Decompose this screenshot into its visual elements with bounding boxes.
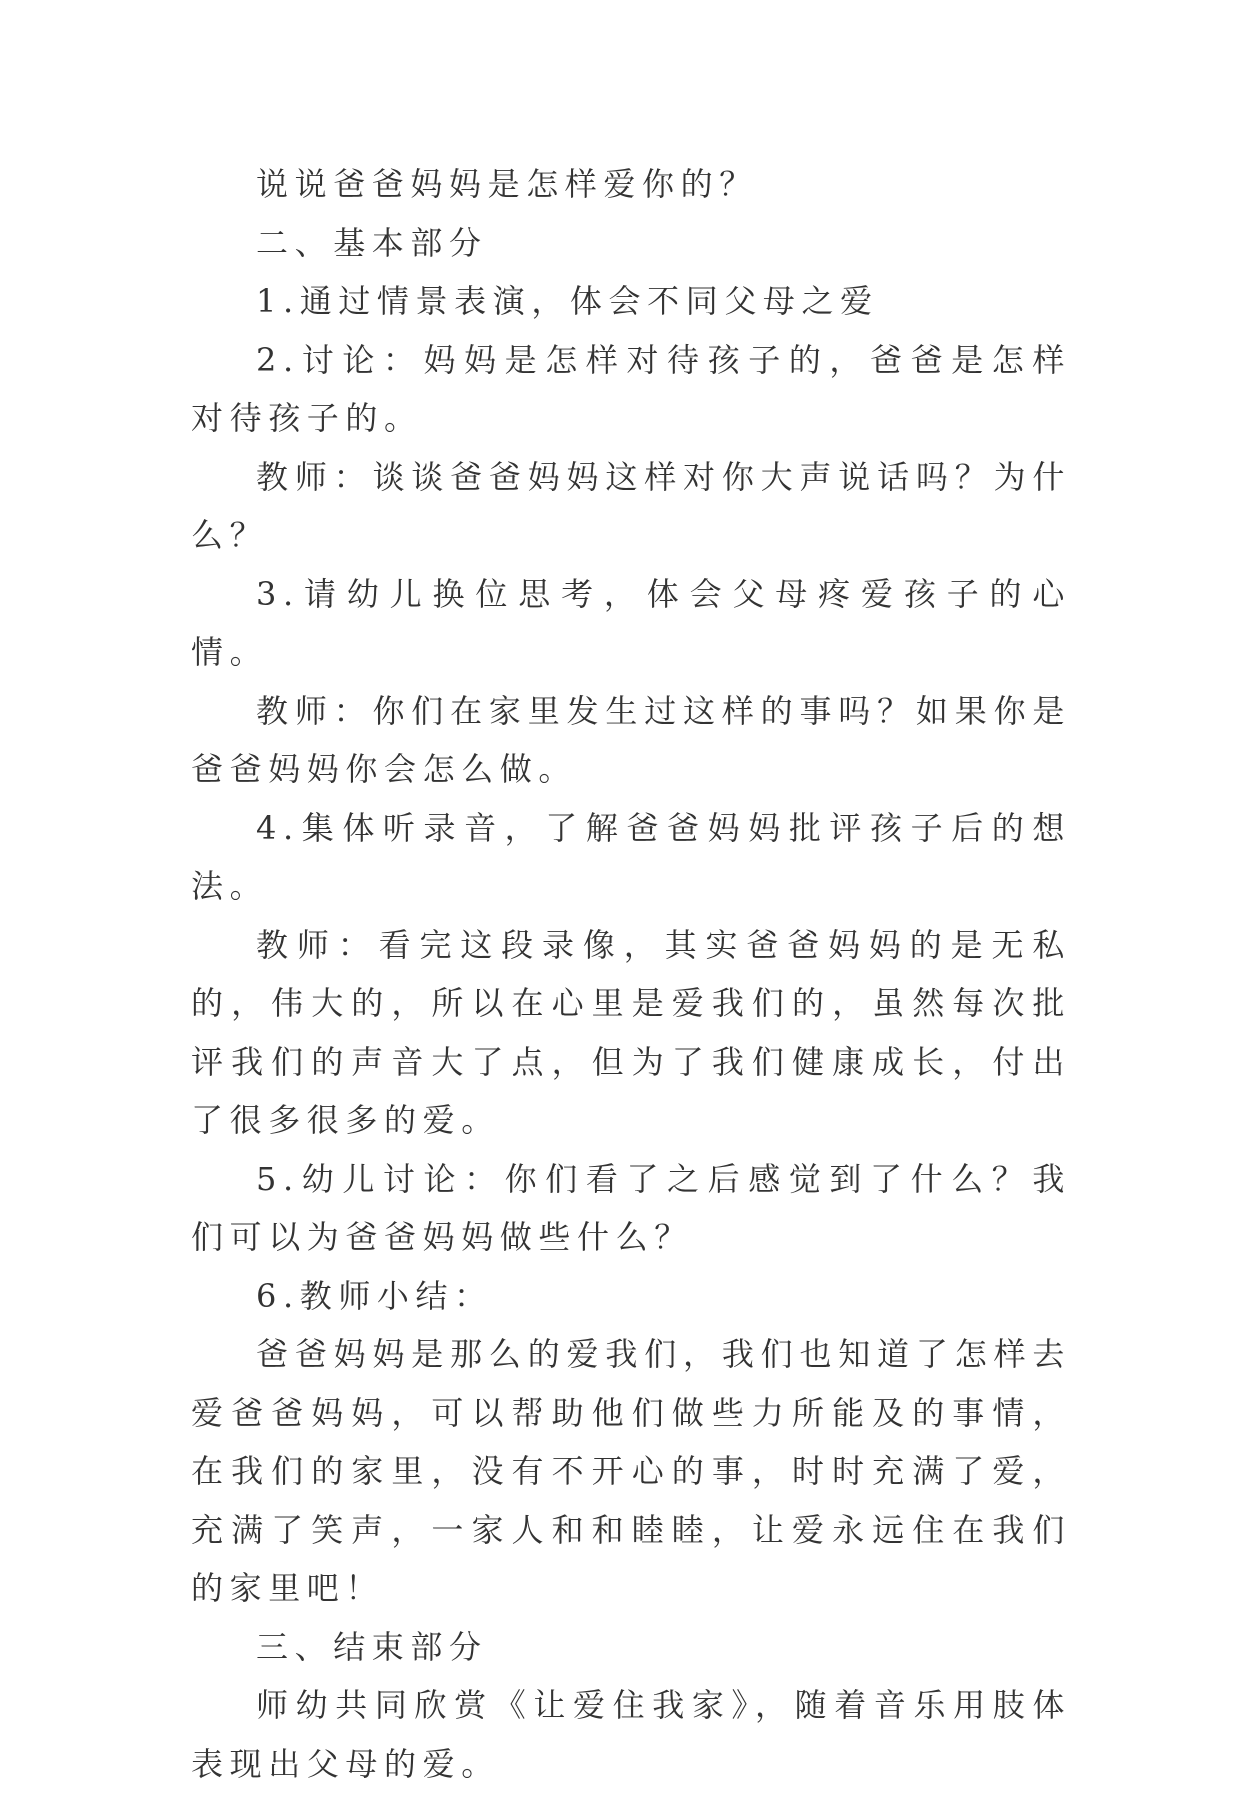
summary-paragraph: 爸爸妈妈是那么的爱我们，我们也知道了怎样去爱爸爸妈妈，可以帮助他们做些力所能及的事情，在我们的家里，没有不开心的事，时时充满了爱，充满了笑声，一家人和和睦睦，让爱永远住在我们的家里吧！ xyxy=(191,1335,1071,1607)
closing-paragraph: 师幼共同欣赏《让爱住我家》，随着音乐用肢体表现出父母的爱。 xyxy=(191,1686,1071,1783)
step-5-paragraph: 5.幼儿讨论：你们看了之后感觉到了什么？我们可以为爸爸妈妈做些什么？ xyxy=(191,1159,1071,1256)
step-1-paragraph: 1.通过情景表演，体会不同父母之爱 xyxy=(256,282,879,320)
section-heading-basic: 二、基本部分 xyxy=(256,223,488,262)
teacher-line-3: 教师：看完这段录像，其实爸爸妈妈的是无私的，伟大的，所以在心里是爱我们的，虽然每次批评我们的声音大了点，但为了我们健康成长，付出了很多很多的爱。 xyxy=(191,925,1071,1139)
teacher-line-2: 教师：你们在家里发生过这样的事吗？如果你是爸爸妈妈你会怎么做。 xyxy=(191,691,1071,788)
step-6-paragraph: 6.教师小结： xyxy=(256,1276,493,1315)
step-3-paragraph: 3.请幼儿换位思考，体会父母疼爱孩子的心情。 xyxy=(191,574,1071,671)
section-heading-ending: 三、结束部分 xyxy=(256,1627,488,1666)
teacher-line-1: 教师：谈谈爸爸妈妈这样对你大声说话吗？为什么？ xyxy=(191,457,1071,554)
step-4-paragraph: 4.集体听录音，了解爸爸妈妈批评孩子后的想法。 xyxy=(191,808,1071,905)
paragraph-intro-question: 说说爸爸妈妈是怎样爱你的？ xyxy=(256,165,758,203)
step-2-paragraph: 2.讨论：妈妈是怎样对待孩子的，爸爸是怎样对待孩子的。 xyxy=(191,340,1071,437)
document-body xyxy=(191,155,1071,1793)
